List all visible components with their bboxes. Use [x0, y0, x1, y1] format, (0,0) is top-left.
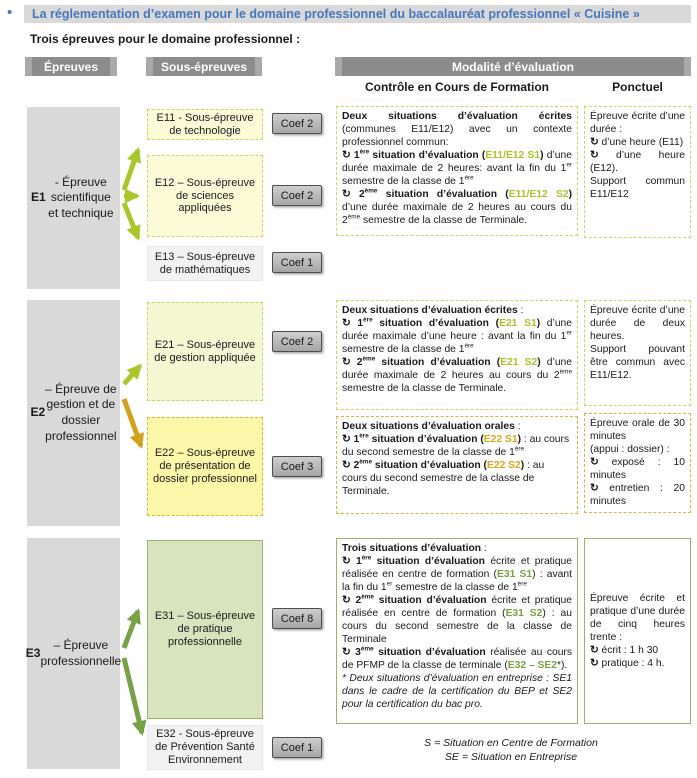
sub-epreuve-e31-box: E31 – Sous-épreuve de pratique professionnelle: [147, 540, 263, 719]
sub-epreuve-e12-box: E12 – Sous-épreuve de sciences appliquées: [147, 155, 263, 237]
arrow-e1-e13: [124, 203, 138, 238]
sub-epreuve-e11-box: E11 - Sous-épreuve de technologie: [147, 109, 263, 140]
ccf-e21-text-box: Deux situations d’évaluation écrites : ↻ 1ère situation d’évaluation (E21 S1) d’une durée maximale d’une heure : avant la fin du 1er semestre de la classe de 1ère ↻ 2ème situation d’évaluation (E21 S2) d’une durée maximale de 2 heures au cours du 2ème semestre de la classe de Terminale.: [336, 300, 578, 410]
sub-epreuve-e13-box: E13 – Sous-épreuve de mathématiques: [147, 246, 263, 281]
page-subtitle: Trois épreuves pour le domaine professionnel :: [30, 32, 301, 46]
arrow-e1-e11: [124, 150, 138, 190]
sub-epreuve-e32-box: E32 - Sous-épreuve de Prévention Santé Environnement: [147, 725, 263, 770]
arrow-e2-e22: [124, 399, 141, 446]
ccf-e1-text-box: Deux situations d’évaluation écrites (communes E11/E12) avec un contexte professionnel commun: ↻ 1ère situation d’évaluation (E11/E12 S1) d’une durée maximale de 2 heures: avant la fin du 1er semestre de la classe de 1ère ↻ 2ème situation d’évaluation (E11/E12 S2) d’une durée maximale de 2 heures au cours du 2ème semestre de la classe de Terminale.: [336, 106, 578, 236]
epreuve-e2-box: E2 – Épreuve de gestion et de dossier professionnel: [27, 300, 120, 526]
title-bar: [24, 5, 691, 23]
arrow-e2-e21: [124, 366, 140, 384]
ccf-e31-text-box: Trois situations d’évaluation : ↻ 1ère situation d’évaluation écrite et pratique réalisée en centre de formation (E31 S1) : avant la fin du 1er semestre de la classe de 1ère ↻ 2ème situation d’évaluation écrite et pratique réalisée en centre de formation (E31 S2) : au cours du second semestre de la classe de Terminale ↻ 3ème situation d’évaluation réalisée au cours de PFMP de la classe de terminale (E32 – SE2*). * Deux situations d’évaluation en entreprise : SE1 dans le cadre de la certification du BEP et SE2 pour la certification du bac pro.: [336, 538, 578, 724]
column-header-sous-epreuves: Sous-épreuves: [146, 57, 262, 76]
coef-badge-e11: Coef 2: [272, 113, 322, 134]
ponctuel-e22-text-box: Épreuve orale de 30 minutes (appui : dossier) : ↻ exposé : 10 minutes ↻ entretien : 20 minutes: [584, 413, 691, 513]
page-title: La réglementation d’examen pour le domaine professionnel du baccalauréat professionnel « Cuisine »: [32, 7, 640, 21]
legend: [366, 736, 656, 764]
legend-line-1: S = Situation en Centre de Formation: [424, 737, 598, 749]
column-header-ponctuel: Ponctuel: [612, 79, 663, 94]
epreuve-e1-box: E1 - Épreuve scientifique et technique: [27, 107, 120, 289]
column-header-epreuves: Épreuves: [25, 57, 117, 76]
coef-badge-e31: Coef 8: [272, 608, 322, 629]
title-bullet-icon: •: [7, 4, 13, 21]
arrow-e3-e32: [124, 658, 142, 733]
coef-badge-e13: Coef 1: [272, 252, 322, 273]
ccf-e22-text-box: Deux situations d’évaluation orales : ↻ 1ère situation d’évaluation (E22 S1) : au cours du second semestre de la classe de 1ère ↻ 2ème situation d’évaluation (E22 S2) : au cours du second semestre de la classe de Terminale.: [336, 416, 578, 514]
ponctuel-e3-text-box: [584, 538, 691, 724]
column-header-modalite: Modalité d’évaluation: [335, 57, 691, 76]
arrow-e3-e31: [124, 611, 138, 648]
sub-epreuve-e22-box: E22 – Sous-épreuve de présentation de dossier professionnel: [147, 417, 263, 516]
column-header-ccf: Contrôle en Cours de Formation: [364, 79, 549, 94]
coef-badge-e22: Coef 3: [272, 456, 322, 477]
ponctuel-e21-text-box: Épreuve écrite d’une durée de deux heures. Support pouvant être commun avec E11/E12.: [584, 300, 691, 406]
coef-badge-e32: Coef 1: [272, 737, 322, 758]
epreuve-e3-box: E3 – Épreuve professionnelle: [27, 538, 120, 769]
coef-badge-e12: Coef 2: [272, 185, 322, 206]
legend-line-2: SE = Situation en Entreprise: [444, 751, 578, 763]
ponctuel-e3-text: Épreuve écrite et pratique d’une durée de cinq heures trente : ↻ écrit : 1 h 30 ↻ pratique : 4 h.: [590, 593, 685, 669]
sub-epreuve-e21-box: E21 – Sous-épreuve de gestion appliquée: [147, 302, 263, 401]
ponctuel-e1-text-box: Épreuve écrite d’une durée : ↻ d’une heure (E11) ↻ d’une heure (E12). Support commun E11/E12: [584, 106, 691, 238]
coef-badge-e21: Coef 2: [272, 331, 322, 352]
